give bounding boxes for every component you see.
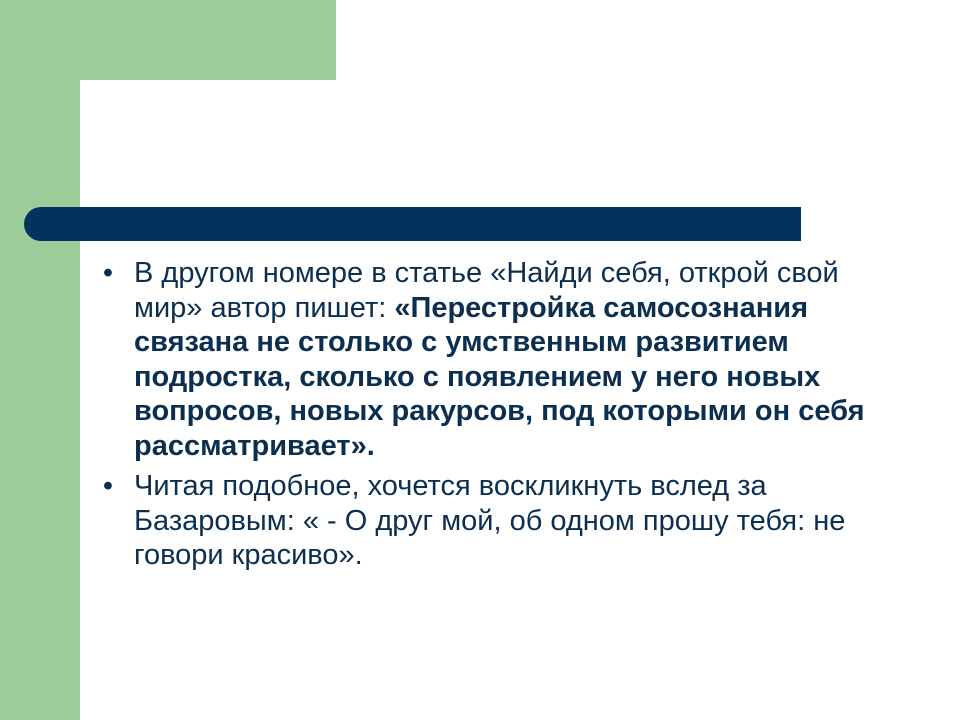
slide-body [98,256,898,579]
title-bar [24,207,801,241]
bullet-dot-icon: • [102,257,114,289]
bullet-1-quote: «Перестройка самосознания связана не столько с умственным развитием подростка, сколько с появлением у него новых вопросов, новых ракурсов, под которыми он себя рассматривает». [134,291,865,462]
bullet-2-text: Читая подобное, хочется воскликнуть вслед за Базаровым: « - О друг мой, об одном прошу тебя: не говори красиво». [134,470,846,571]
bullet-dot-icon: • [102,470,114,502]
green-top-band [0,0,336,80]
content-panel-corner [80,80,200,200]
green-sidebar-band [0,0,80,720]
bullet-item-2 [98,469,898,573]
bullet-item-1 [98,256,898,463]
bullet-1-text: В другом номере в статье «Найди себя, открой свой мир» автор пишет: [134,257,839,324]
